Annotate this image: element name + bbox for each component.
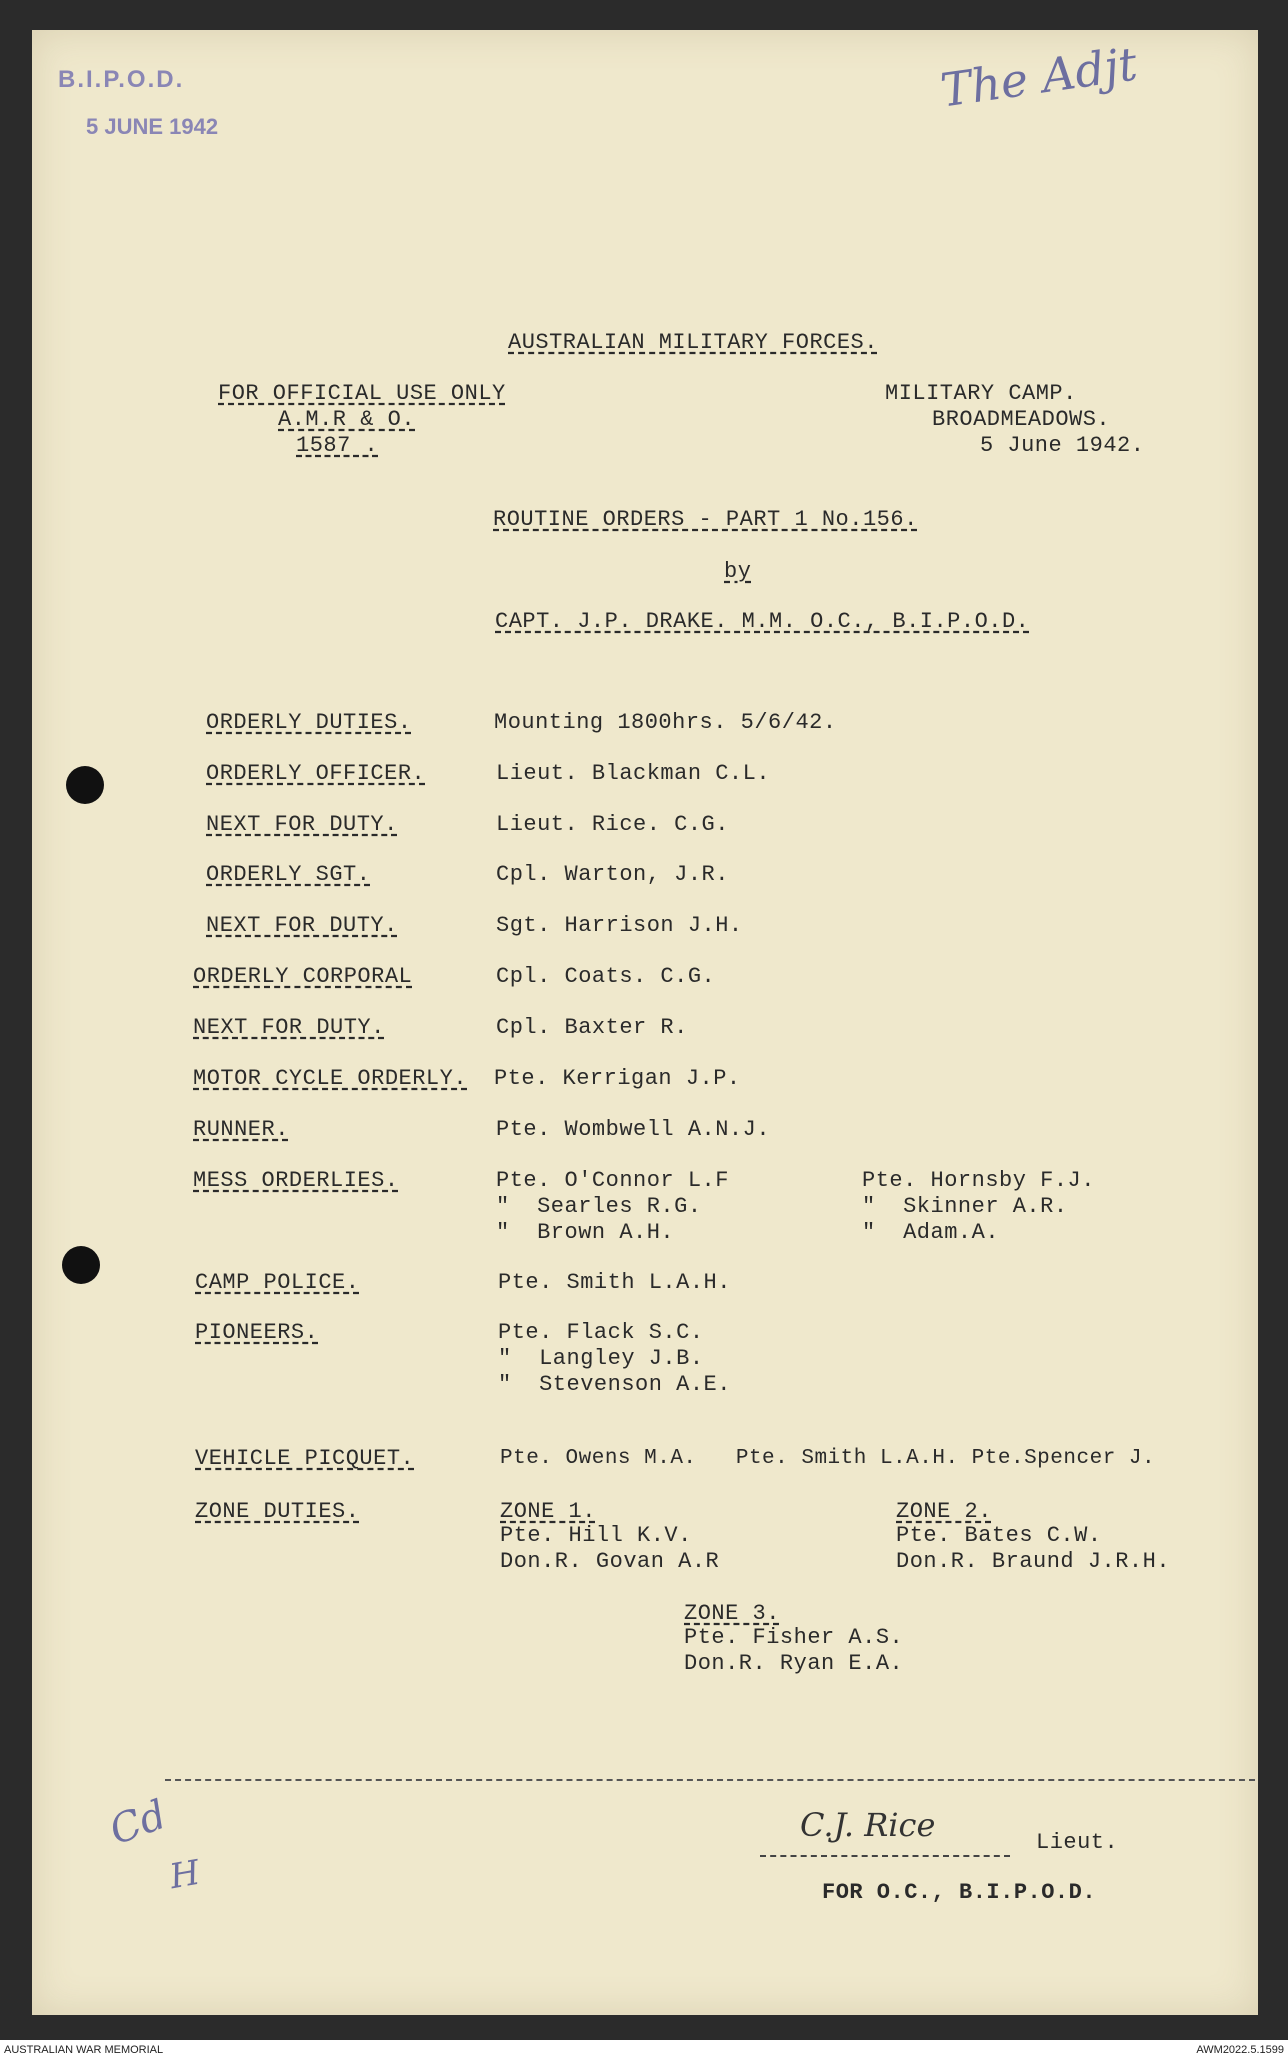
duty-value: Mounting 1800hrs. 5/6/42. bbox=[494, 710, 837, 735]
duty-value: Lieut. Blackman C.L. bbox=[496, 761, 771, 786]
zone-line: Don.R. Govan A.R bbox=[500, 1549, 720, 1574]
by-text: by bbox=[724, 559, 752, 584]
pioneer-name: Pte. Flack S.C. bbox=[498, 1320, 704, 1345]
duty-value: Sgt. Harrison J.H. bbox=[496, 913, 743, 938]
duty-value: Cpl. Warton, J.R. bbox=[496, 862, 729, 887]
zone-line: Pte. Bates C.W. bbox=[896, 1523, 1102, 1548]
vehicle-picquet-label: VEHICLE PICQUET. bbox=[195, 1446, 415, 1471]
stamp-text: B.I.P.O.D. bbox=[58, 66, 185, 93]
punch-hole bbox=[66, 766, 104, 804]
mess-name: " Searles R.G. bbox=[496, 1194, 702, 1219]
archive-name: AUSTRALIAN WAR MEMORIAL bbox=[4, 2044, 164, 2056]
zone-title: ZONE 2. bbox=[896, 1499, 992, 1524]
duty-value: Cpl. Coats. C.G. bbox=[496, 964, 716, 989]
duty-label: RUNNER. bbox=[193, 1117, 289, 1142]
orders-title: ROUTINE ORDERS - PART 1 No.156. bbox=[493, 507, 918, 532]
location: MILITARY CAMP. bbox=[885, 381, 1077, 406]
signature: C.J. Rice bbox=[800, 1806, 936, 1844]
zone-duties-label: ZONE DUTIES. bbox=[195, 1499, 360, 1524]
handwritten-initials: Cd bbox=[103, 1791, 173, 1855]
zone-title: ZONE 1. bbox=[500, 1499, 596, 1524]
duty-value: Pte. Kerrigan J.P. bbox=[494, 1066, 741, 1091]
pioneer-name: " Langley J.B. bbox=[498, 1346, 704, 1371]
reference: A.M.R & O. bbox=[278, 407, 416, 432]
zone-line: Pte. Hill K.V. bbox=[500, 1523, 692, 1548]
archive-footer bbox=[0, 2040, 1288, 2061]
mess-name: Pte. Hornsby F.J. bbox=[862, 1168, 1095, 1193]
duty-label: ORDERLY OFFICER. bbox=[206, 761, 426, 786]
issuer: CAPT. J.P. DRAKE. M.M. O.C., B.I.P.O.D. bbox=[495, 609, 1030, 634]
zone-line: Don.R. Braund J.R.H. bbox=[896, 1549, 1171, 1574]
divider bbox=[165, 1779, 1255, 1781]
camp-police-value: Pte. Smith L.A.H. bbox=[498, 1270, 731, 1295]
signature-line bbox=[760, 1855, 1010, 1857]
mess-name: " Adam.A. bbox=[862, 1220, 1000, 1245]
punch-hole bbox=[62, 1246, 100, 1284]
mess-name: Pte. O'Connor L.F bbox=[496, 1168, 729, 1193]
mess-name: " Skinner A.R. bbox=[862, 1194, 1068, 1219]
mess-label: MESS ORDERLIES. bbox=[193, 1168, 399, 1193]
stamp-date: 5 JUNE 1942 bbox=[86, 114, 219, 139]
document-date: 5 June 1942. bbox=[980, 433, 1145, 458]
location-name: BROADMEADOWS. bbox=[932, 407, 1111, 432]
handwritten-mark: H bbox=[166, 1852, 203, 1898]
duty-label: ORDERLY CORPORAL bbox=[193, 964, 413, 989]
duty-value: Cpl. Baxter R. bbox=[496, 1015, 688, 1040]
duty-label: NEXT FOR DUTY. bbox=[193, 1015, 385, 1040]
duty-label: NEXT FOR DUTY. bbox=[206, 913, 398, 938]
duty-label: NEXT FOR DUTY. bbox=[206, 812, 398, 837]
pioneer-name: " Stevenson A.E. bbox=[498, 1372, 731, 1397]
classification: FOR OFFICIAL USE ONLY bbox=[218, 381, 506, 406]
duty-label: ORDERLY SGT. bbox=[206, 862, 371, 887]
duty-label: MOTOR CYCLE ORDERLY. bbox=[193, 1066, 468, 1091]
signature-rank: Lieut. bbox=[1036, 1830, 1119, 1855]
signature-for: FOR O.C., B.I.P.O.D. bbox=[822, 1880, 1097, 1905]
zone-line: Pte. Fisher A.S. bbox=[684, 1625, 904, 1650]
document-title: AUSTRALIAN MILITARY FORCES. bbox=[508, 330, 878, 355]
pioneers-label: PIONEERS. bbox=[195, 1320, 319, 1345]
duty-value: Lieut. Rice. C.G. bbox=[496, 812, 729, 837]
camp-police-label: CAMP POLICE. bbox=[195, 1270, 360, 1295]
zone-title: ZONE 3. bbox=[684, 1601, 780, 1626]
mess-name: " Brown A.H. bbox=[496, 1220, 675, 1245]
zone-line: Don.R. Ryan E.A. bbox=[684, 1651, 904, 1676]
duty-value: Pte. Wombwell A.N.J. bbox=[496, 1117, 771, 1142]
reference-number: 1587 . bbox=[296, 433, 379, 458]
handwritten-note: The Adjt bbox=[937, 36, 1141, 118]
duty-label: ORDERLY DUTIES. bbox=[206, 710, 412, 735]
vehicle-picquet-value: Pte. Owens M.A. Pte. Smith L.A.H. Pte.Spencer J. bbox=[500, 1447, 1156, 1470]
archive-id: AWM2022.5.1599 bbox=[1196, 2044, 1284, 2056]
